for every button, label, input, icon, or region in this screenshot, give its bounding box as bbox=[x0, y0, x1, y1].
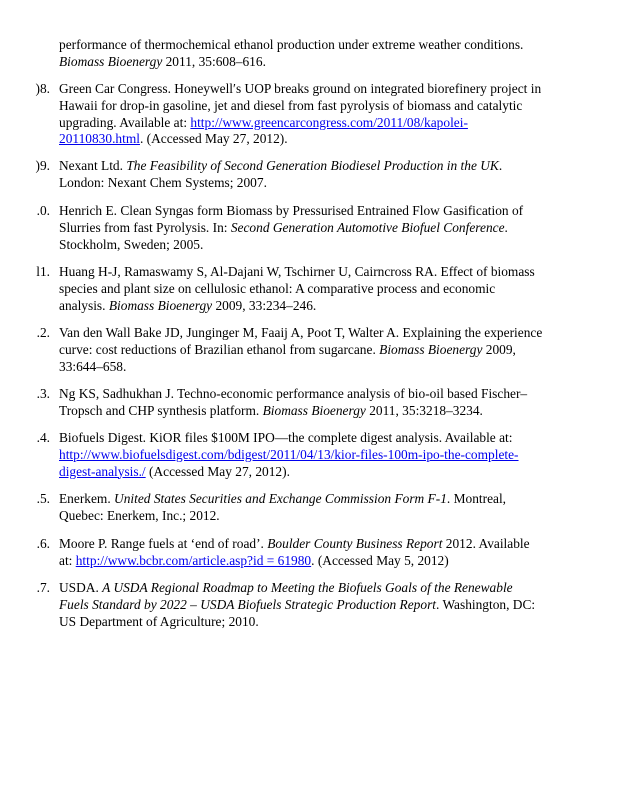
reference-entry bbox=[36, 430, 589, 480]
reference-italic-text: Second Generation Automotive Biofuel Conference bbox=[230, 219, 505, 235]
reference-line bbox=[59, 386, 589, 403]
reference-entry bbox=[59, 37, 589, 71]
reference-text: curve: cost reductions of Brazilian ethanol from sugarcane. bbox=[59, 341, 380, 357]
reference-italic-text: United States Securities and Exchange Commission Form F-1 bbox=[114, 491, 447, 506]
reference-entry bbox=[36, 491, 589, 525]
reference-line bbox=[59, 614, 589, 631]
reference-line bbox=[59, 403, 589, 420]
reference-number: .4. bbox=[36, 430, 50, 445]
reference-link[interactable]: digest-analysis./ bbox=[59, 463, 146, 479]
reference-number: .3. bbox=[36, 386, 50, 401]
reference-line bbox=[59, 281, 589, 298]
reference-line bbox=[59, 536, 589, 553]
reference-italic-text: The Feasibility of Second Generation Biodiesel Production in the UK bbox=[126, 158, 499, 173]
reference-entry bbox=[36, 580, 589, 630]
reference-italic-text: Biomass Bioenergy bbox=[379, 341, 483, 357]
reference-text: 33:644–658. bbox=[59, 358, 127, 374]
reference-line bbox=[59, 491, 589, 508]
reference-entry bbox=[36, 386, 589, 420]
reference-text: Moore P. Range fuels at ‘end of road’. bbox=[59, 536, 268, 551]
reference-text: . bbox=[498, 158, 503, 173]
reference-text: Quebec: Enerkem, Inc.; 2012. bbox=[59, 507, 220, 523]
reference-text: species and plant size on cellulosic ethanol: A comparative process and economic bbox=[59, 280, 496, 296]
reference-text: Enerkem. bbox=[59, 491, 115, 506]
reference-line bbox=[59, 464, 589, 481]
reference-italic-text: Biomass Bioenergy bbox=[262, 402, 366, 418]
reference-text: Van den Wall Bake JD, Junginger M, Faaij A, Poot T, Walter A. Explaining the experience bbox=[59, 325, 543, 340]
reference-line bbox=[59, 158, 589, 175]
reference-number: .7. bbox=[36, 580, 50, 595]
reference-italic-text: Biomass Bioenergy bbox=[108, 297, 213, 313]
reference-line bbox=[59, 203, 589, 220]
reference-number: )8. bbox=[35, 81, 50, 96]
reference-text: Huang H-J, Ramaswamy S, Al-Dajani W, Tschirner U, Cairncross RA. Effect of biomass bbox=[59, 264, 535, 279]
reference-line bbox=[59, 447, 589, 464]
reference-entry bbox=[35, 81, 589, 148]
reference-link[interactable]: http://www.biofuelsdigest.com/bdigest/2011/04/13/kior-files-100m-ipo-the-complete- bbox=[59, 446, 519, 462]
reference-italic-text: A USDA Regional Roadmap to Meeting the Biofuels Goals of the Renewable bbox=[102, 580, 513, 595]
reference-entry bbox=[36, 264, 589, 314]
reference-number: .2. bbox=[36, 325, 50, 340]
reference-line bbox=[59, 430, 589, 447]
reference-line bbox=[59, 81, 589, 98]
reference-text: Hawaii for drop-in gasoline, jet and diesel from fast pyrolysis of biomass and catalytic bbox=[59, 97, 523, 113]
reference-line bbox=[59, 175, 589, 192]
reference-text: . Montreal, bbox=[446, 491, 507, 506]
reference-text: 2009, bbox=[482, 341, 516, 357]
reference-entry bbox=[35, 158, 589, 192]
reference-number: .5. bbox=[36, 491, 50, 506]
reference-text: at: bbox=[59, 552, 76, 568]
reference-line bbox=[59, 131, 589, 148]
reference-line bbox=[59, 508, 589, 525]
reference-line bbox=[59, 220, 589, 237]
reference-link[interactable]: http://www.bcbr.com/article.asp?id = 61980 bbox=[75, 552, 312, 568]
reference-line bbox=[59, 37, 589, 54]
reference-line bbox=[59, 359, 589, 376]
reference-text: USDA. bbox=[59, 580, 103, 595]
reference-text: upgrading. Available at: bbox=[59, 114, 191, 130]
reference-link[interactable]: http://www.greencarcongress.com/2011/08/kapolei- bbox=[190, 114, 468, 130]
reference-text: analysis. bbox=[59, 297, 109, 313]
reference-text: (Accessed May 27, 2012). bbox=[145, 463, 290, 479]
reference-entry bbox=[36, 203, 589, 253]
reference-number: )9. bbox=[35, 158, 50, 173]
reference-line bbox=[59, 580, 589, 597]
reference-line bbox=[59, 342, 589, 359]
reference-line bbox=[59, 115, 589, 132]
reference-entry bbox=[36, 325, 589, 375]
reference-number: .6. bbox=[36, 536, 50, 551]
reference-line bbox=[59, 325, 589, 342]
reference-text: Biofuels Digest. KiOR files $100M IPO—the complete digest analysis. Available at: bbox=[59, 430, 513, 445]
reference-text: Henrich E. Clean Syngas form Biomass by Pressurised Entrained Flow Gasification of bbox=[59, 203, 524, 218]
reference-text: 2012. Available bbox=[442, 536, 530, 551]
reference-line bbox=[59, 298, 589, 315]
reference-italic-text: Biomass Bioenergy bbox=[59, 53, 163, 69]
reference-text: . bbox=[504, 219, 508, 235]
reference-text: Tropsch and CHP synthesis platform. bbox=[59, 402, 263, 418]
reference-italic-text: Fuels Standard by 2022 – USDA Biofuels Strategic Production Report bbox=[59, 596, 437, 612]
reference-text: London: Nexant Chem Systems; 2007. bbox=[59, 174, 267, 190]
reference-text: Green Car Congress. Honeywell′s UOP breaks ground on integrated biorefinery project in bbox=[59, 81, 542, 96]
reference-line bbox=[59, 237, 589, 254]
reference-text: 2009, 33:234–246. bbox=[212, 297, 317, 313]
reference-text: Slurries from fast Pyrolysis. In: bbox=[59, 219, 231, 235]
reference-text: Nexant Ltd. bbox=[59, 158, 127, 173]
reference-text: US Department of Agriculture; 2010. bbox=[59, 613, 259, 629]
reference-text: Ng KS, Sadhukhan J. Techno-economic performance analysis of bio-oil based Fischer– bbox=[59, 386, 528, 401]
reference-text: . (Accessed May 27, 2012). bbox=[139, 131, 288, 147]
reference-text: 2011, 35:608–616. bbox=[162, 53, 266, 69]
reference-entry bbox=[36, 536, 589, 570]
reference-line bbox=[59, 98, 589, 115]
reference-number: .0. bbox=[36, 203, 50, 218]
reference-line bbox=[59, 597, 589, 614]
reference-italic-text: Boulder County Business Report bbox=[267, 536, 443, 551]
reference-number: l1. bbox=[36, 264, 50, 279]
reference-text: Stockholm, Sweden; 2005. bbox=[59, 236, 204, 252]
reference-text: . Washington, DC: bbox=[436, 596, 536, 612]
reference-text: . (Accessed May 5, 2012) bbox=[311, 552, 449, 568]
reference-line bbox=[59, 264, 589, 281]
reference-text: 2011, 35:3218–3234. bbox=[365, 402, 483, 418]
reference-line bbox=[59, 54, 589, 71]
reference-link[interactable]: 20110830.html bbox=[59, 131, 140, 147]
reference-line bbox=[59, 553, 589, 570]
reference-text: performance of thermochemical ethanol production under extreme weather conditions. bbox=[59, 37, 524, 52]
